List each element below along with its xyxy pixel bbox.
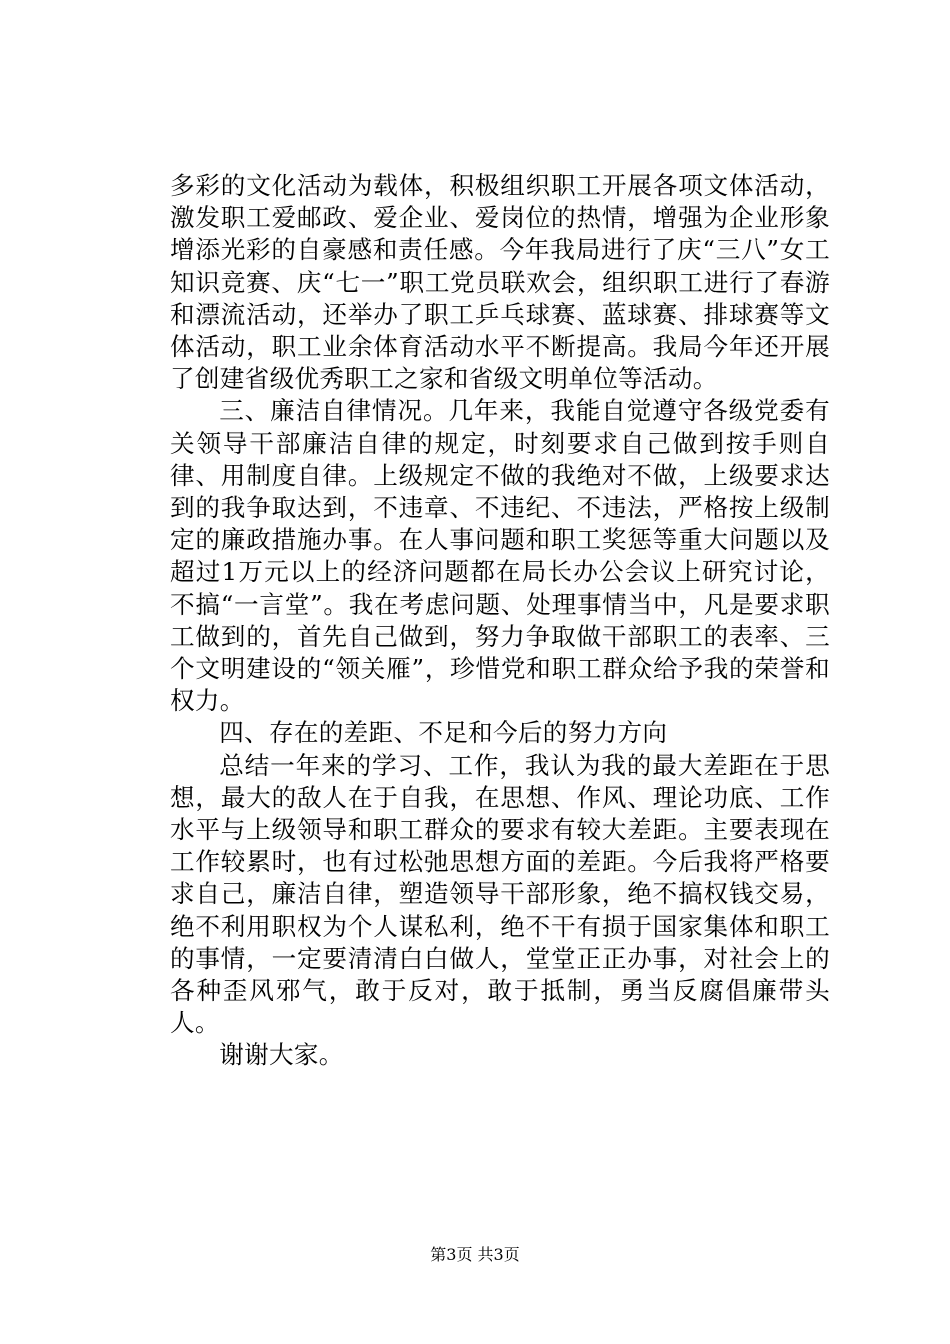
paragraph-summary-improvement: 总结一年来的学习、工作，我认为我的最大差距在于思想，最大的敌人在于自我，在思想、作风、理论功底、工作水平与上级领导和职工群众的要求有较大差距。主要表现在工作较累时，也有过松弛思想方面的差距。今后我将严格要求自己，廉洁自律，塑造领导干部形象，绝不搞权钱交易，绝不利用职权为个人谋私利，绝不干有损于国家集体和职工的事情，一定要清清白白做人，堂堂正正办事，对社会上的各种歪风邪气，敢于反对，敢于抵制，勇当反腐倡廉带头人。: [170, 750, 830, 1038]
page-footer: [0, 1244, 950, 1266]
paragraph-integrity-self-discipline: 三、廉洁自律情况。几年来，我能自觉遵守各级党委有关领导干部廉洁自律的规定，时刻要求自己做到按手则自律、用制度自律。上级规定不做的我绝对不做，上级要求达到的我争取达到，不违章、不违纪、不违法，严格按上级制定的廉政措施办事。在人事问题和职工奖惩等重大问题以及超过1万元以上的经济问题都在局长办公会议上研究讨论，不搞“一言堂”。我在考虑问题、处理事情当中，凡是要求职工做到的，首先自己做到，努力争取做干部职工的表率、三个文明建设的“领关雁”，珍惜党和职工群众给予我的荣誉和权力。: [170, 396, 830, 716]
paragraph-cultural-activities: 多彩的文化活动为载体，积极组织职工开展各项文体活动，激发职工爱邮政、爱企业、爱岗位的热情，增强为企业形象增添光彩的自豪感和责任感。今年我局进行了庆“三八”女工知识竞赛、庆“七一”职工党员联欢会，组织职工进行了春游和漂流活动，还举办了职工乒乓球赛、蓝球赛、排球赛等文体活动，职工业余体育活动水平不断提高。我局今年还开展了创建省级优秀职工之家和省级文明单位等活动。: [170, 171, 830, 394]
document-body: [170, 170, 830, 1072]
paragraph-thanks: 谢谢大家。: [219, 1040, 344, 1070]
page-number-label: 第3页 共3页: [430, 1245, 520, 1264]
paragraph-gaps-heading: 四、存在的差距、不足和今后的努力方向: [219, 718, 668, 748]
